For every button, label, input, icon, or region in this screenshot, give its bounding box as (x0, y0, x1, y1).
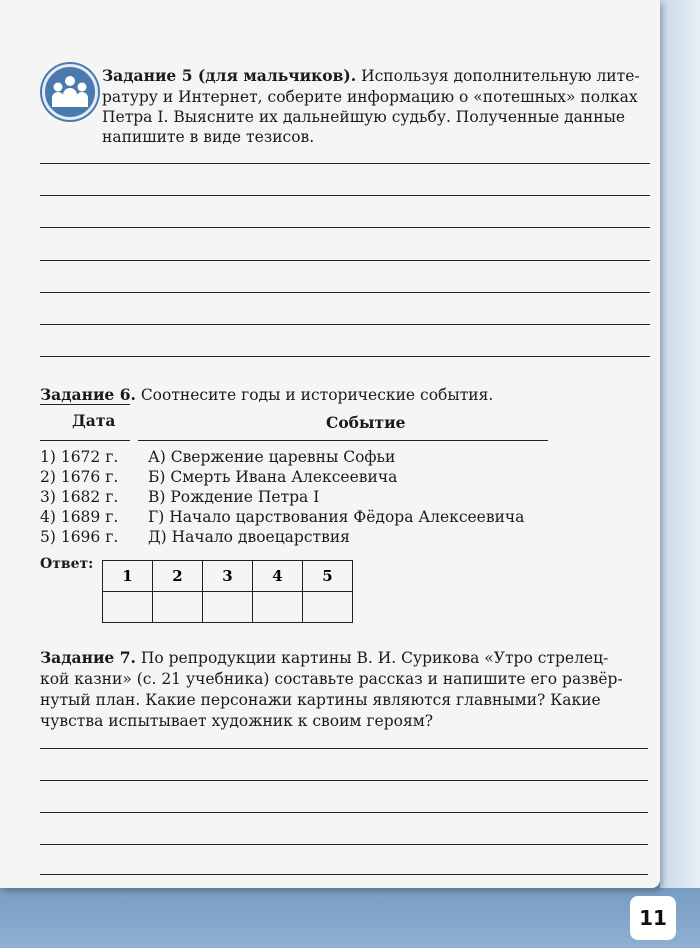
event-cell: Г) Начало царствования Фёдора Алексеевича (148, 508, 525, 526)
date-cell: 2) 1676 г. (40, 468, 119, 486)
task7-line1 (40, 648, 608, 669)
answer-header: 1 (103, 561, 153, 592)
task5-line4: напишите в виде тезисов. (102, 128, 315, 146)
answer-cell[interactable] (203, 592, 253, 623)
event-cell: Д) Начало двоецарствия (148, 528, 350, 546)
task7-line3: нутый план. Какие персонажи картины являются главными? Какие (40, 691, 601, 709)
page-edge (660, 0, 700, 888)
date-cell: 5) 1696 г. (40, 528, 119, 546)
writing-line[interactable] (40, 780, 648, 781)
answer-header: 2 (153, 561, 203, 592)
col-date-header: Дата (72, 411, 116, 430)
task5-line1 (102, 66, 662, 87)
task5-line3: Петра I. Выясните их дальнейшую судьбу. Полученные данные (102, 108, 626, 126)
answer-header: 3 (203, 561, 253, 592)
writing-line[interactable] (40, 356, 650, 357)
table-rule (40, 440, 130, 441)
answer-cell[interactable] (303, 592, 353, 623)
date-cell: 3) 1682 г. (40, 488, 119, 506)
answer-table (102, 560, 353, 623)
answer-cell[interactable] (153, 592, 203, 623)
writing-line[interactable] (40, 260, 650, 261)
group-work-icon (42, 64, 98, 120)
task7-line2: кой казни» (с. 21 учебника) составьте рассказ и напишите его развёр- (40, 670, 623, 688)
writing-line[interactable] (40, 844, 648, 845)
answer-cell[interactable] (103, 592, 153, 623)
answer-cell[interactable] (253, 592, 303, 623)
task5-text: Используя дополнительную лите- (356, 67, 640, 85)
event-cell: А) Свержение царевны Софьи (148, 448, 396, 466)
writing-line[interactable] (40, 812, 648, 813)
task7-text: По репродукции картины В. И. Сурикова «Утро стрелец- (135, 649, 609, 667)
event-cell: Б) Смерть Ивана Алексеевича (148, 468, 398, 486)
date-cell: 1) 1672 г. (40, 448, 119, 466)
task7-title: Задание 7. (40, 648, 136, 667)
table-rule (40, 404, 130, 405)
task6-heading (40, 385, 493, 406)
task5-title: Задание 5 (для мальчиков). (102, 66, 357, 85)
task7-line4: чувства испытывает художник к своим героям? (40, 712, 434, 730)
writing-line[interactable] (40, 748, 648, 749)
task5-line2: ратуру и Интернет, соберите информацию о «потешных» полках (102, 88, 638, 106)
task6-title: Задание 6. (40, 385, 136, 404)
task6-text: Соотнесите годы и исторические события. (135, 386, 494, 404)
answer-label: Ответ: (40, 556, 94, 572)
page-number: 11 (630, 896, 676, 940)
writing-line[interactable] (40, 292, 650, 293)
writing-line[interactable] (40, 874, 648, 875)
writing-line[interactable] (40, 163, 650, 164)
event-cell: В) Рождение Петра I (148, 488, 320, 506)
writing-line[interactable] (40, 227, 650, 228)
answer-header: 5 (303, 561, 353, 592)
table-rule (138, 440, 548, 441)
writing-line[interactable] (40, 195, 650, 196)
answer-header: 4 (253, 561, 303, 592)
writing-line[interactable] (40, 324, 650, 325)
date-cell: 4) 1689 г. (40, 508, 119, 526)
col-event-header: Событие (326, 413, 406, 432)
